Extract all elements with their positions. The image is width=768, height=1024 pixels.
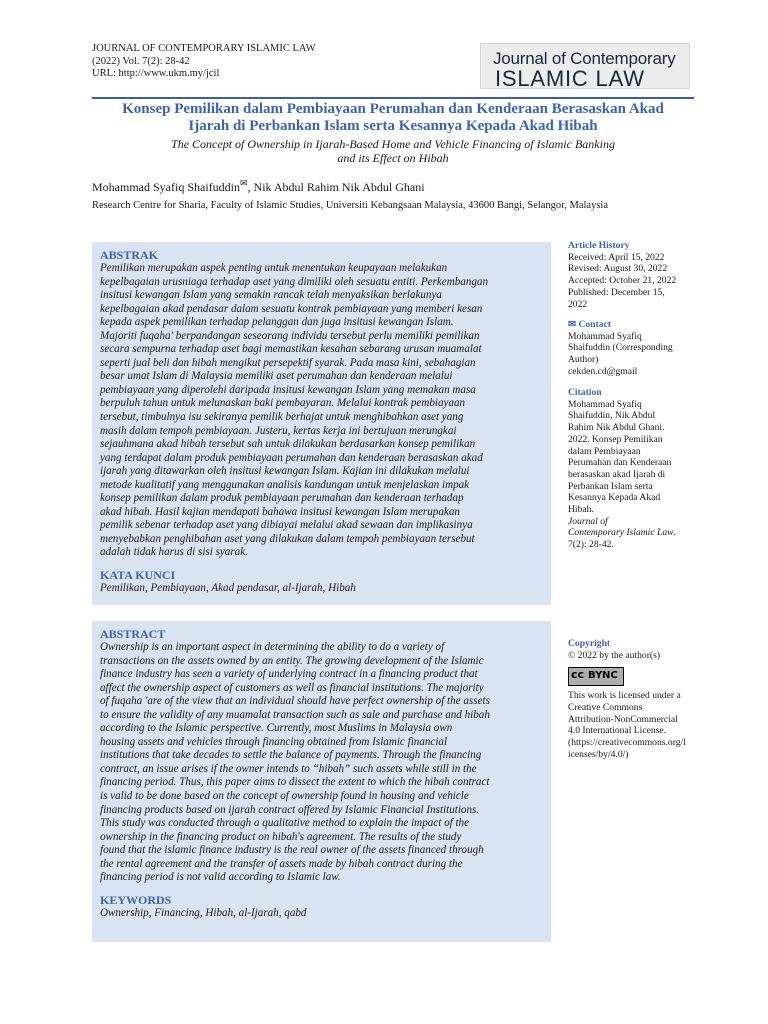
keywords-heading: KEYWORDS — [100, 892, 172, 907]
abstract-line: affect the ownership aspect of customers as well as financial institutions. The majority — [100, 681, 484, 694]
abstrak-line: kepelbagaian akad pendasar dalam sesuatu kontrak pembiayaan yang memberi kesan — [100, 302, 483, 315]
abstrak-line: seperti jual beli dan hibah mengikut persepektif syarak. Pada masa kini, sebahagian — [100, 356, 476, 369]
contact-heading-label: Contact — [578, 319, 611, 330]
author-1: Mohammad Syafiq Shaifuddin — [92, 180, 240, 194]
abstract-line: contract, an issue arises if the owner intends to “hibah” such assets while still in the — [100, 762, 477, 775]
abstrak-box — [92, 242, 551, 605]
title-malay-line: Konsep Pemilikan dalam Pembiayaan Perumahan dan Kenderaan Berasaskan Akad — [122, 101, 664, 117]
abstrak-line: menyebabkan penghibahan aset yang dilakukan dalam tempoh pembiayaan tersebut — [100, 532, 475, 545]
abstract-line: to ensure the validity of any muamalat transaction such as sale and purchase and hibah — [100, 708, 490, 721]
keywords-text: Ownership, Financing, Hibah, al-Ijarah, qabd — [100, 906, 307, 919]
journal-url[interactable]: URL: http://www.ukm.my/jcil — [92, 68, 220, 79]
abstrak-line: Majoriti fuqaha' berpandangan seseorang individu tersebut perlu memiliki pemilikan — [100, 329, 480, 342]
abstract-line: Ownership is an important aspect in determining the ability to do a variety of — [100, 641, 445, 653]
article-history-heading: Article History — [568, 240, 630, 251]
cc-mark: cc — [571, 668, 585, 682]
journal-meta — [92, 43, 316, 81]
license-line: icenses/by/4.0/) — [568, 748, 629, 760]
abstract-text — [100, 641, 543, 885]
license-text — [568, 690, 693, 760]
citation-heading: Citation — [568, 387, 602, 398]
license-line: Creative Commons — [568, 701, 643, 713]
contact-section — [568, 319, 693, 378]
abstrak-line: konsep pemilikan dalam produk pembiayaan perumahan dan kenderaan terhadap — [100, 492, 464, 505]
abstract-line: financing period. Thus, this paper aims to dissect the extent to which the hibah contract — [100, 776, 490, 789]
abstract-line: finance industry has seen a variety of underlying contract in a financing product that — [100, 668, 478, 681]
citation-line: Perumahan dan Kenderaan — [568, 457, 672, 469]
abstract-line: of fuqaha 'are of the view that an individual should have perfect ownership of the assets — [100, 695, 490, 708]
abstract-line: institutions that take decades to settle the balance of payments. Through the financing — [100, 749, 482, 762]
abstrak-line: pemilik sebenar terhadap aset yang dibiayai melalui akad sewaan dan implikasinya — [100, 519, 473, 532]
title-english-line: and its Effect on Hibah — [337, 151, 449, 165]
abstrak-line: ijarah yang ditawarkan oleh insitusi kewangan Islam. Kajian ini dilakukan melalui — [100, 465, 470, 478]
citation-line: Shaifuddin, Nik Abdul — [568, 410, 656, 422]
copyright-heading: Copyright — [568, 638, 611, 649]
published-date: Published: December 15, — [568, 286, 665, 298]
citation-journal-name: Journal of — [568, 515, 608, 527]
abstrak-line: akad hibah. Hasil kajian mendapati bahawa insitusi kewangan Islam merupakan — [100, 505, 460, 518]
title-english — [92, 137, 694, 165]
abstract-line: This study was conducted through a qualitative method to explain the impact of the — [100, 817, 470, 830]
abstract-line: ownership in the financing product on hibah's agreement. The results of the study — [100, 830, 462, 843]
citation-journal — [568, 516, 693, 528]
logo-line-2: ISLAMIC LAW — [495, 66, 645, 91]
contact-email[interactable]: cekden.cd@gmail — [568, 365, 638, 377]
abstrak-text — [100, 262, 543, 560]
title-malay-line: Ijarah di Perbankan Islam serta Kesannya Kepada Akad Hibah — [188, 118, 598, 134]
citation-volume: 7(2): 28-42. — [568, 539, 614, 551]
citation-journal-name: Contemporary Islamic Law — [568, 527, 674, 539]
journal-name: JOURNAL OF CONTEMPORARY ISLAMIC LAW — [92, 43, 316, 54]
abstrak-line: secara sempurna terhadap aset bagi memastikan kesahan sebarang urusan muamalat — [100, 343, 482, 356]
abstract-line: financing products based on ijarah contract offered by Islamic Financial Institutions. — [100, 803, 480, 816]
accepted-date: Accepted: October 21, 2022 — [568, 275, 677, 287]
abstract-box — [92, 621, 551, 942]
article-history — [568, 240, 693, 310]
citation-line: dalam Pembiayaan — [568, 445, 641, 457]
logo-line-1: Journal of Contemporary — [493, 49, 676, 68]
license-line: Attribution-NonCommercial — [568, 713, 678, 725]
abstrak-line: pembiayaan yang diperolehi daripada insitusi kewangan Islam yang memakan masa — [100, 383, 476, 396]
contact-line: Author) — [568, 354, 599, 366]
abstrak-line: kepada aspek pemilikan terhadap pelanggan dan juga insitusi kewangan Islam. — [100, 316, 454, 329]
abstrak-line: yang terdapat dalam produk pembiayaan perumahan dan kenderaan berasaskan akad — [100, 451, 483, 464]
revised-date: Revised: August 30, 2022 — [568, 263, 668, 275]
license-line: (https://creativecommons.org/l — [568, 736, 686, 748]
abstrak-line: masih dalam tempoh pembiayaan. Justeru, kertas kerja ini bertujuan merungkai — [100, 424, 457, 437]
abstrak-line: adalah tidak harus di sisi syarak. — [100, 546, 248, 559]
journal-volume: (2022) Vol. 7(2): 28-42 — [92, 55, 190, 67]
kata-kunci-text: Pemilikan, Pembiayaan, Akad pendasar, al-Ijarah, Hibah — [100, 582, 356, 595]
citation-line: Rahim Nik Abdul Ghani. — [568, 422, 665, 434]
citation-line: Mohammad Syafiq — [568, 398, 642, 410]
citation-line: Hibah. — [568, 504, 594, 516]
cc-license-icon[interactable] — [568, 667, 624, 686]
cc-by-mark: BY — [588, 670, 603, 682]
title-english-line: The Concept of Ownership in Ijarah-Based Home and Vehicle Financing of Islamic Banking — [171, 137, 615, 151]
cc-nc-mark: NC — [602, 670, 618, 682]
citation-journal — [568, 527, 693, 539]
envelope-icon: ✉ — [568, 319, 577, 330]
abstrak-heading: ABSTRAK — [100, 248, 159, 262]
header-divider — [92, 97, 694, 99]
citation-punct: . — [673, 527, 676, 539]
title-malay — [92, 101, 694, 135]
citation-text — [568, 399, 693, 516]
abstract-line: financing period is not valid according to Islamic law. — [100, 871, 341, 884]
license-line: This work is licensed under a — [568, 690, 681, 702]
author-list — [92, 178, 425, 195]
copyright-section — [568, 638, 693, 760]
citation-section — [568, 387, 693, 551]
affiliation: Research Centre for Sharia, Faculty of Islamic Studies, Universiti Kebangsaan Malaysia, 43600 Bangi, Selangor, Malaysia — [92, 200, 608, 211]
abstrak-line: kepelbagaian urusniaga terhadap aset yang dimiliki oleh sesuatu entiti. Perkembangan — [100, 275, 489, 288]
envelope-icon[interactable]: ✉ — [239, 178, 248, 188]
abstrak-line: sejauhmana akad hibah tersebut sah untuk dilakukan berdasarkan konsep pemilikan — [100, 438, 476, 451]
published-year: 2022 — [568, 298, 588, 310]
contact-line: Mohammad Syafiq — [568, 330, 642, 342]
citation-line: 2022. Konsep Pemilikan — [568, 433, 663, 445]
kata-kunci-heading: KATA KUNCI — [100, 568, 176, 583]
abstract-line: is valid to be done based on the concept of ownership found in housing and vehicle — [100, 790, 469, 803]
abstract-heading: ABSTRACT — [100, 627, 166, 641]
author-2: , Nik Abdul Rahim Nik Abdul Ghani — [247, 180, 425, 194]
citation-line: berasaskan akad Ijarah di — [568, 468, 666, 480]
abstract-line: transactions on the assets owned by an entity. The growing development of the Islamic — [100, 654, 484, 667]
title-block — [92, 101, 694, 165]
received-date: Received: April 15, 2022 — [568, 251, 665, 263]
abstrak-line: besar umat Islam di Malaysia memiliki aset perumahan dan kenderaan melalui — [100, 370, 453, 383]
abstract-line: according to the Islamic perspective. Currently, most Muslims in Malaysia own — [100, 722, 453, 735]
journal-logo — [480, 43, 690, 89]
contact-heading — [568, 319, 693, 331]
copyright-text: © 2022 by the author(s) — [568, 649, 661, 661]
citation-line: Kesannya Kepada Akad — [568, 492, 661, 504]
abstrak-line: berpuluh tahun untuk melunaskan baki pembayaran. Melalui kontrak pembiayaan — [100, 397, 466, 410]
abstract-line: found that the islamic finance industry is the real owner of the assets financed through — [100, 844, 484, 857]
abstrak-line: metode kualitatif yang menggunakan analisis kandungan untuk menjelaskan impak — [100, 478, 470, 491]
license-line: 4.0 International License. — [568, 725, 667, 737]
citation-line: Perbankan Islam serta — [568, 480, 653, 492]
abstrak-line: Pemilikan merupakan aspek penting untuk menentukan keupayaan melakukan — [100, 262, 448, 274]
page-header — [92, 43, 692, 93]
abstract-line: the rental agreement and the transfer of assets made by hibah contract during the — [100, 857, 463, 870]
abstract-line: housing assets and vehicles through financing obtained from Islamic financial — [100, 735, 448, 748]
abstrak-line: insitusi kewangan Islam yang semakin rancak telah menyaksikan berlakunya — [100, 289, 442, 302]
contact-line: Shaifuddin (Corresponding — [568, 342, 673, 354]
abstrak-line: tersebut, timbulnya isu sekiranya pemilik berhajat untuk menghibahkan aset yang — [100, 411, 464, 424]
